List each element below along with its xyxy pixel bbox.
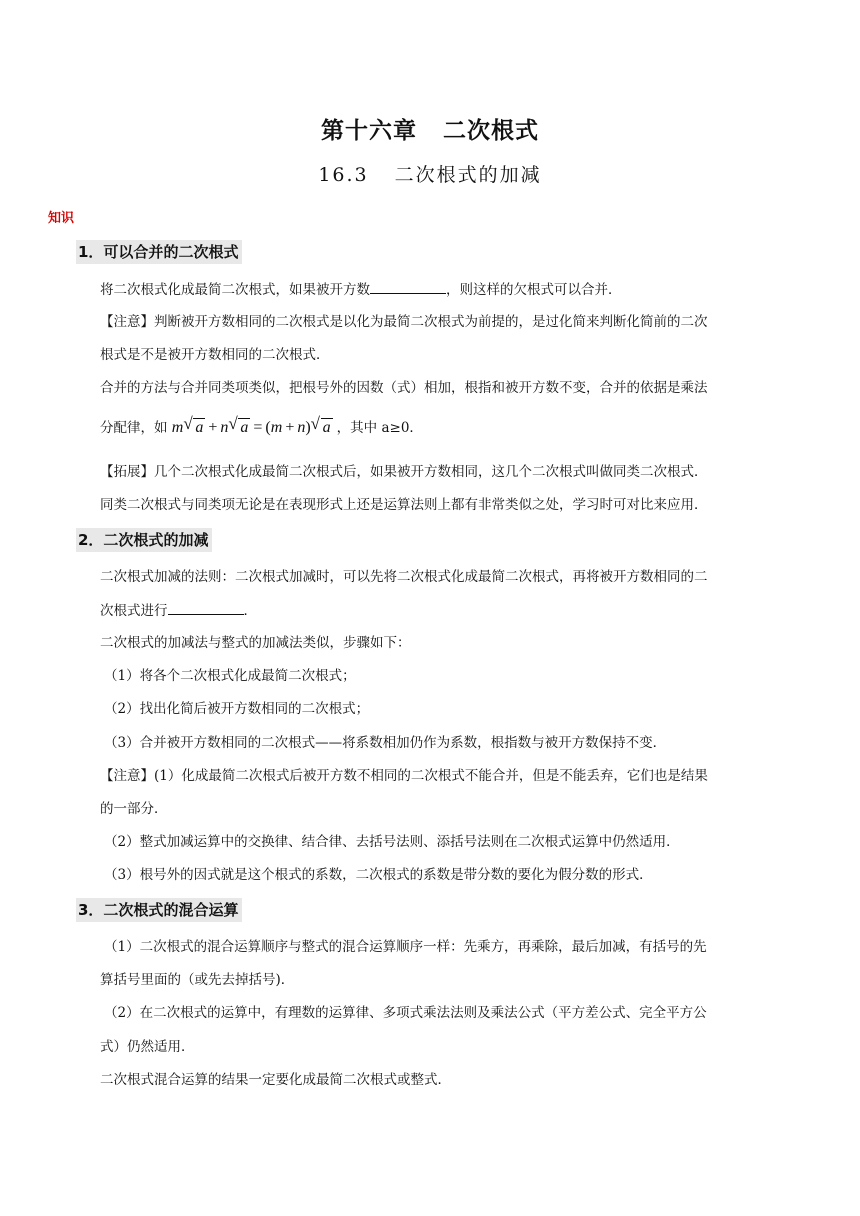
math-var: n xyxy=(220,419,229,436)
paragraph-line xyxy=(100,279,790,300)
section-title xyxy=(0,160,860,187)
math-op: + xyxy=(285,419,295,436)
note-line: 【注意】判断被开方数相同的二次根式是以化为最简二次根式为前提的，是过化简来判断化简前的二次 xyxy=(100,314,708,330)
math-op: ( xyxy=(265,419,271,436)
math-var: m xyxy=(171,419,184,436)
list-item: （1）二次根式的混合运算顺序与整式的混合运算顺序一样：先乘方，再乘除，最后加减，有括号的先 xyxy=(104,939,707,955)
sqrt-symbol: √ a xyxy=(183,414,204,436)
knowledge-label: 知识 xyxy=(48,211,75,226)
list-item: （2）整式加减运算中的交换律、结合律、去括号法则、添括号法则在二次根式运算中仍然适用． xyxy=(104,834,680,850)
math-op: = xyxy=(253,419,263,436)
chapter-title xyxy=(0,112,860,145)
extension-line: 【拓展】几个二次根式化成最简二次根式后，如果被开方数相同，这几个二次根式叫做同类二次根式． xyxy=(100,464,708,480)
paragraph-line: 二次根式加减的法则：二次根式加减时，可以先将二次根式化成最简二次根式，再将被开方数相同的二 xyxy=(100,569,708,585)
math-var: m xyxy=(270,419,283,436)
text-span: 将二次根式化成最简二次根式，如果被开方数 xyxy=(100,282,370,298)
list-item: （2）找出化简后被开方数相同的二次根式； xyxy=(104,701,370,717)
paragraph-line: 二次根式混合运算的结果一定要化成最简二次根式或整式． xyxy=(100,1072,451,1088)
list-item: （1）将各个二次根式化成最简二次根式； xyxy=(104,668,356,684)
text-span: 分配律，如 xyxy=(100,420,168,436)
chapter-number: 第十六章 xyxy=(321,118,417,144)
paragraph-line: 二次根式的加减法与整式的加减法类似，步骤如下： xyxy=(100,635,411,651)
sqrt-symbol: √ a xyxy=(228,414,249,436)
list-item: （2）在二次根式的运算中，有理数的运算律、多项式乘法法则及乘法公式（平方差公式、完全平方公 xyxy=(104,1005,707,1021)
paragraph-line: 算括号里面的（或先去掉括号)． xyxy=(100,972,295,988)
section-number: 16.3 xyxy=(318,164,369,186)
text-span: ． xyxy=(243,603,257,619)
paragraph-line: 的一部分． xyxy=(100,801,168,817)
list-item: （3）合并被开方数相同的二次根式——将系数相加仍作为系数，根指数与被开方数保持不变． xyxy=(104,735,667,751)
sqrt-symbol: √ a xyxy=(310,414,331,436)
heading-mixed-operations: 3．二次根式的混合运算 xyxy=(76,898,242,922)
list-item: （3）根号外的因式就是这个根式的系数，二次根式的系数是带分数的要化为假分数的形式． xyxy=(104,867,653,883)
math-var: a xyxy=(240,419,249,436)
section-name: 二次根式的加减 xyxy=(394,164,542,186)
fill-in-blank xyxy=(370,279,446,294)
math-var: a xyxy=(195,419,204,436)
text-span: ，则这样的欠根式可以合并． xyxy=(446,282,622,298)
note-line: 【注意】(1）化成最简二次根式后被开方数不相同的二次根式不能合并，但是不能丢弃，它们也是结果 xyxy=(100,768,708,784)
math-op: ) xyxy=(305,419,311,436)
math-var: n xyxy=(297,419,306,436)
paragraph-line: 式）仍然适用． xyxy=(100,1039,195,1055)
formula xyxy=(171,414,337,436)
paragraph-line xyxy=(100,600,790,621)
heading-mergeable-radicals: 1．可以合并的二次根式 xyxy=(76,240,242,264)
text-span: a≥0． xyxy=(381,420,423,436)
formula-line xyxy=(100,414,790,438)
fill-in-blank xyxy=(168,600,244,615)
chapter-name: 二次根式 xyxy=(443,118,539,144)
math-var: a xyxy=(322,419,331,436)
paragraph-line: 根式是不是被开方数相同的二次根式． xyxy=(100,347,330,363)
math-op: + xyxy=(208,419,218,436)
paragraph-line: 合并的方法与合并同类项类似，把根号外的因数（式）相加，根指和被开方数不变，合并的依据是乘法 xyxy=(100,380,708,396)
paragraph-line: 同类二次根式与同类项无论是在表现形式上还是运算法则上都有非常类似之处，学习时可对比来应用． xyxy=(100,497,708,513)
text-span: ，其中 xyxy=(336,420,378,436)
text-span: 次根式进行 xyxy=(100,603,168,619)
heading-radical-addition: 2．二次根式的加减 xyxy=(76,528,212,552)
